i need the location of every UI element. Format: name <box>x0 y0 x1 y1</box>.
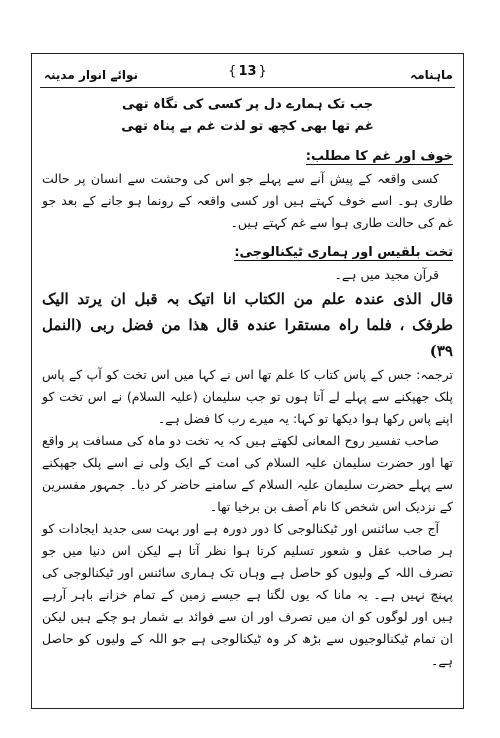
verse-line-1: جب تک ہمارے دل پر کسی کی نگاہ تھی <box>122 97 373 112</box>
page-header <box>32 64 463 86</box>
section-heading <box>42 146 453 168</box>
paragraph-fear-grief: کسی واقعہ کے پیش آنے سے پہلے جو اس کی وحشت سے انسان پر حالت طاری ہو۔ اسے خوف کہتے ہیں اور کسی واقعہ کے رونما ہو جانے کے بعد جو غم کی حالت طاری ہوا سے غم کہتے ہیں۔ <box>42 171 453 230</box>
article-body <box>42 94 453 672</box>
magazine-title: نوائے انوار مدینہ <box>44 68 138 82</box>
quran-intro: قرآن مجید میں ہے۔ <box>334 267 439 282</box>
heading-throne-technology: تخت بلقیس اور ہماری ٹیکنالوجی: <box>234 245 453 260</box>
paragraph-technology: آج جب سائنس اور ٹیکنالوجی کا دور دورہ ہے اور بہت سی جدید ایجادات کو ہر صاحب عقل و شعور تسلیم کرتا ہوا نظر آتا ہے لیکن اس دنیا میں جو تصرف اللہ کے ولیوں کو حاصل ہے وہاں تک ہماری سائنس اور ٹیکنالوجی کی پہنچ نہیں ہے۔ یہ مانا کہ یوں لگتا ہے جیسے زمین کے تمام خزانے باہر آرہے ہیں اور لوگوں کو ان میں تصرف اور ان سے فوائد بے شمار ہو چکے ہیں لیکن ان تمام ٹیکنالوجیوں سے بڑھ کر وہ ٹیکنالوجی ہے جو اللہ کے ولیوں کو حاصل ہے۔ <box>42 521 453 668</box>
paragraph-tafsir: صاحب تفسیر روح المعانی لکھتے ہیں کہ یہ تخت دو ماہ کی مسافت پر واقع تھا اور حضرت سلیمان علیہ السلام کی امت کے ایک ولی نے اسے پلک جھپکنے سے پہلے حضرت سلیمان علیہ السلام کے سامنے حاضر کر دیا۔ جمہور مفسرین کے نزدیک اس شخص کا نام آصف بن برخیا تھا۔ <box>42 433 453 514</box>
page-number: { 13 } <box>218 64 277 79</box>
section-heading <box>42 242 453 264</box>
arabic-verse: قال الذی عندہ علم من الکتاب انا اتیک بہ قبل ان یرتد الیک طرفک ، فلما راہ مستقرا عندہ قال ھذا من فضل ربی (النمل ۳۹) <box>42 290 453 360</box>
header-divider <box>40 87 455 88</box>
page-frame <box>31 53 464 709</box>
magazine-label: ماہنامہ <box>410 68 453 82</box>
translation-paragraph: ترجمہ: جس کے پاس کتاب کا علم تھا اس نے کہا میں اس تخت کو آپ کے پاس پلک جھپکنے سے پہلے لے آتا ہوں تو جب سلیمان (علیہ السلام) نے اس تخت کو اپنے پاس رکھا ہوا دیکھا تو کہا: یہ میرے رب کا فضل ہے۔ <box>42 367 453 426</box>
verse-line-2: غم تھا بھی کچھ تو لذت غم بے پناہ تھی <box>121 119 374 134</box>
heading-fear-grief: خوف اور غم کا مطلب: <box>305 149 453 164</box>
